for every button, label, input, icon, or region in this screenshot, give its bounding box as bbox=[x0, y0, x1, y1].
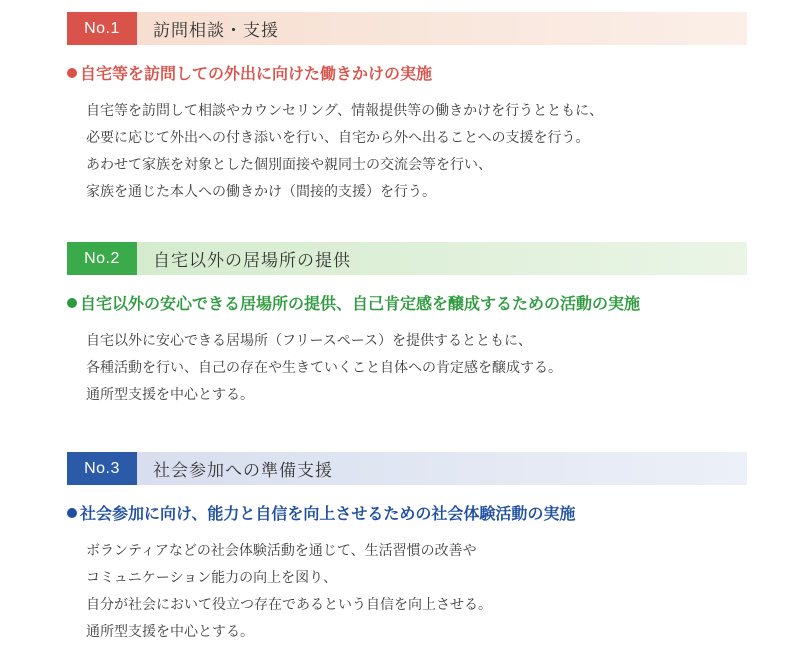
section-1 bbox=[67, 12, 747, 206]
section-header bbox=[67, 12, 747, 45]
section-title: 社会参加への準備支援 bbox=[153, 461, 333, 481]
subheading-text: 社会参加に向け、能力と自信を向上させるための社会体験活動の実施 bbox=[80, 504, 576, 523]
subheading-text: 自宅以外の安心できる居場所の提供、自己肯定感を醸成するための活動の実施 bbox=[80, 294, 641, 313]
bullet-icon bbox=[67, 68, 77, 78]
section-body bbox=[86, 328, 747, 409]
body-line: 家族を通じた本人への働きかけ（間接的支援）を行う。 bbox=[86, 184, 436, 200]
bullet-icon bbox=[67, 508, 77, 518]
body-line: 自宅以外に安心できる居場所（フリースペース）を提供するとともに、 bbox=[86, 333, 533, 349]
body-line: 自宅等を訪問して相談やカウンセリング、情報提供等の働きかけを行うとともに、 bbox=[86, 103, 604, 119]
section-subheading bbox=[67, 501, 747, 524]
section-number-badge: No.3 bbox=[67, 452, 137, 485]
body-line: 必要に応じて外出への付き添いを行い、自宅から外へ出ることへの支援を行う。 bbox=[86, 130, 590, 146]
section-title: 訪問相談・支援 bbox=[153, 21, 279, 41]
section-body bbox=[86, 538, 747, 646]
section-body bbox=[86, 98, 747, 206]
body-line: 通所型支援を中心とする。 bbox=[86, 387, 254, 403]
bullet-icon bbox=[67, 298, 77, 308]
section-header bbox=[67, 452, 747, 485]
body-line: 各種活動を行い、自己の存在や生きていくこと自体への肯定感を醸成する。 bbox=[86, 360, 562, 376]
body-line: あわせて家族を対象とした個別面接や親同士の交流会等を行い、 bbox=[86, 157, 492, 173]
body-line: 自分が社会において役立つ存在であるという自信を向上させる。 bbox=[86, 597, 492, 613]
section-number-badge: No.1 bbox=[67, 12, 137, 45]
body-line: コミュニケーション能力の向上を図り、 bbox=[86, 570, 338, 586]
body-line: ボランティアなどの社会体験活動を通じて、生活習慣の改善や bbox=[86, 543, 477, 559]
section-2 bbox=[67, 242, 747, 409]
section-subheading bbox=[67, 291, 747, 314]
section-title: 自宅以外の居場所の提供 bbox=[153, 251, 351, 271]
section-header bbox=[67, 242, 747, 275]
section-subheading bbox=[67, 61, 747, 84]
subheading-text: 自宅等を訪問しての外出に向けた働きかけの実施 bbox=[80, 64, 433, 83]
section-3 bbox=[67, 452, 747, 646]
section-number-badge: No.2 bbox=[67, 242, 137, 275]
body-line: 通所型支援を中心とする。 bbox=[86, 624, 254, 640]
